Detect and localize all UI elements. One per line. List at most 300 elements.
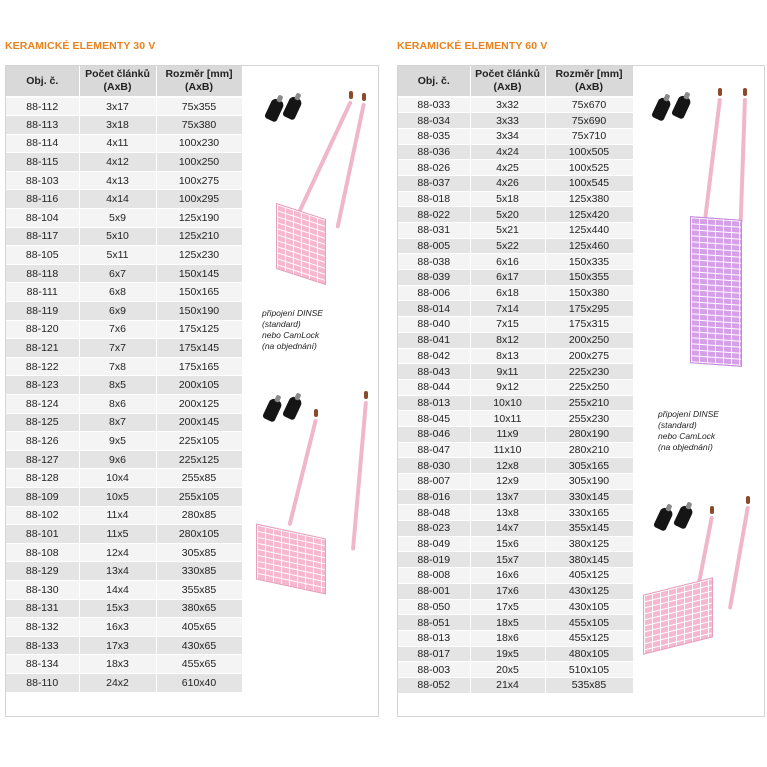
cell-count: 12x8 <box>470 458 545 474</box>
table-row <box>6 209 242 228</box>
wire-end-icon <box>718 88 722 96</box>
cell-count: 14x7 <box>470 521 545 537</box>
cell-obj: 88-022 <box>398 207 470 223</box>
cell-size: 100x230 <box>156 134 242 153</box>
connection-note: připojení DINSE (standard) nebo CamLock (na objednání) <box>658 409 719 452</box>
table-row <box>398 395 633 411</box>
cell-obj: 88-043 <box>398 364 470 380</box>
cell-size: 455x65 <box>156 655 242 674</box>
table-row <box>6 673 242 692</box>
cell-obj: 88-030 <box>398 458 470 474</box>
cable <box>728 506 750 610</box>
table-row <box>6 283 242 302</box>
cell-obj: 88-026 <box>398 160 470 176</box>
cell-count: 3x32 <box>470 97 545 113</box>
cell-obj: 88-117 <box>6 227 79 246</box>
table-row <box>398 113 633 129</box>
cell-size: 430x105 <box>545 599 633 615</box>
cell-count: 13x7 <box>470 489 545 505</box>
cell-size: 255x85 <box>156 469 242 488</box>
cell-obj: 88-040 <box>398 317 470 333</box>
product-table <box>6 66 243 693</box>
wire-end-icon <box>364 391 368 399</box>
cell-count: 16x3 <box>79 618 156 637</box>
cell-obj: 88-104 <box>6 209 79 228</box>
cell-size: 75x670 <box>545 97 633 113</box>
cell-count: 5x11 <box>79 246 156 265</box>
table-row <box>398 160 633 176</box>
cell-count: 7x14 <box>470 301 545 317</box>
cell-size: 125x190 <box>156 209 242 228</box>
cell-count: 4x13 <box>79 171 156 190</box>
cell-size: 150x380 <box>545 285 633 301</box>
cell-count: 11x10 <box>470 442 545 458</box>
product-table <box>398 66 634 694</box>
cell-size: 280x85 <box>156 506 242 525</box>
cell-obj: 88-114 <box>6 134 79 153</box>
table-row <box>398 128 633 144</box>
cell-count: 11x4 <box>79 506 156 525</box>
cell-size: 75x710 <box>545 128 633 144</box>
cell-obj: 88-111 <box>6 283 79 302</box>
cell-obj: 88-014 <box>398 301 470 317</box>
cell-obj: 88-110 <box>6 673 79 692</box>
table-row <box>398 599 633 615</box>
cell-size: 175x125 <box>156 320 242 339</box>
connector-plug-icon <box>262 397 283 422</box>
cell-size: 125x460 <box>545 238 633 254</box>
cell-obj: 88-001 <box>398 583 470 599</box>
column-header-obj: Obj. č. <box>398 66 470 97</box>
cell-count: 7x6 <box>79 320 156 339</box>
cell-count: 7x15 <box>470 317 545 333</box>
cell-count: 12x9 <box>470 474 545 490</box>
column-header-size: Rozměr [mm] (AxB) <box>545 66 633 97</box>
cell-obj: 88-044 <box>398 379 470 395</box>
table-row <box>398 144 633 160</box>
table-row <box>6 116 242 135</box>
table-row <box>398 223 633 239</box>
table-row <box>398 677 633 693</box>
cell-size: 355x85 <box>156 580 242 599</box>
cell-size: 100x250 <box>156 153 242 172</box>
cell-obj: 88-017 <box>398 646 470 662</box>
cell-size: 355x145 <box>545 521 633 537</box>
cell-obj: 88-033 <box>398 97 470 113</box>
cell-size: 455x125 <box>545 630 633 646</box>
table-row <box>6 302 242 321</box>
cell-count: 19x5 <box>470 646 545 662</box>
cell-size: 225x230 <box>545 364 633 380</box>
cell-count: 9x6 <box>79 450 156 469</box>
table-row <box>398 285 633 301</box>
cell-count: 8x12 <box>470 332 545 348</box>
table-row <box>398 474 633 490</box>
heating-mat <box>643 577 713 654</box>
cell-size: 455x105 <box>545 615 633 631</box>
cell-size: 175x315 <box>545 317 633 333</box>
column-header-obj: Obj. č. <box>6 66 79 97</box>
cell-size: 100x295 <box>156 190 242 209</box>
table-row <box>6 153 242 172</box>
cell-count: 21x4 <box>470 677 545 693</box>
cell-obj: 88-131 <box>6 599 79 618</box>
table-row <box>398 348 633 364</box>
cell-obj: 88-037 <box>398 175 470 191</box>
table-row <box>398 301 633 317</box>
cell-count: 3x33 <box>470 113 545 129</box>
cell-size: 535x85 <box>545 677 633 693</box>
cell-obj: 88-047 <box>398 442 470 458</box>
cell-obj: 88-019 <box>398 552 470 568</box>
cell-count: 8x13 <box>470 348 545 364</box>
cell-size: 125x380 <box>545 191 633 207</box>
cell-obj: 88-121 <box>6 339 79 358</box>
cell-obj: 88-101 <box>6 525 79 544</box>
cell-obj: 88-003 <box>398 662 470 678</box>
connector-plug-icon <box>282 95 303 120</box>
cell-size: 305x165 <box>545 458 633 474</box>
cell-size: 125x210 <box>156 227 242 246</box>
table-row <box>398 489 633 505</box>
table-row <box>398 552 633 568</box>
cell-count: 18x3 <box>79 655 156 674</box>
cell-count: 8x5 <box>79 376 156 395</box>
cell-size: 125x420 <box>545 207 633 223</box>
panel-60v <box>397 40 763 720</box>
cell-count: 24x2 <box>79 673 156 692</box>
table-row <box>398 238 633 254</box>
wire-end-icon <box>349 91 353 99</box>
table-row <box>398 426 633 442</box>
table-row <box>398 568 633 584</box>
table-row <box>398 270 633 286</box>
cell-count: 11x9 <box>470 426 545 442</box>
table-row <box>6 655 242 674</box>
table-row <box>6 246 242 265</box>
ceramic-element-image <box>643 496 763 666</box>
cell-count: 4x12 <box>79 153 156 172</box>
cell-obj: 88-116 <box>6 190 79 209</box>
cell-size: 280x105 <box>156 525 242 544</box>
cell-obj: 88-016 <box>398 489 470 505</box>
cell-size: 480x105 <box>545 646 633 662</box>
cell-obj: 88-034 <box>398 113 470 129</box>
cell-obj: 88-113 <box>6 116 79 135</box>
table-row <box>6 227 242 246</box>
wire-end-icon <box>362 93 366 101</box>
table-row <box>6 357 242 376</box>
table-row <box>398 583 633 599</box>
table-row <box>6 190 242 209</box>
connector-plug-icon <box>264 97 285 122</box>
cell-obj: 88-134 <box>6 655 79 674</box>
connector-plug-icon <box>282 395 303 420</box>
table-row <box>398 97 633 113</box>
cell-obj: 88-049 <box>398 536 470 552</box>
cell-count: 6x7 <box>79 264 156 283</box>
cell-count: 3x18 <box>79 116 156 135</box>
cell-size: 175x165 <box>156 357 242 376</box>
cell-obj: 88-120 <box>6 320 79 339</box>
cell-size: 405x65 <box>156 618 242 637</box>
cell-count: 7x7 <box>79 339 156 358</box>
cell-obj: 88-105 <box>6 246 79 265</box>
wire-end-icon <box>314 409 318 417</box>
table-row <box>398 364 633 380</box>
cell-count: 17x5 <box>470 599 545 615</box>
cell-obj: 88-103 <box>6 171 79 190</box>
cell-count: 10x5 <box>79 487 156 506</box>
cell-count: 8x6 <box>79 395 156 414</box>
cell-count: 5x22 <box>470 238 545 254</box>
cell-size: 100x275 <box>156 171 242 190</box>
table-row <box>6 580 242 599</box>
heating-mat <box>690 216 742 367</box>
cell-count: 14x4 <box>79 580 156 599</box>
ceramic-element-image <box>256 91 376 291</box>
cell-obj: 88-051 <box>398 615 470 631</box>
table-row <box>398 521 633 537</box>
cell-obj: 88-109 <box>6 487 79 506</box>
cell-size: 330x145 <box>545 489 633 505</box>
cell-count: 10x11 <box>470 411 545 427</box>
cell-size: 200x250 <box>545 332 633 348</box>
cell-count: 4x14 <box>79 190 156 209</box>
table-row <box>6 525 242 544</box>
cell-obj: 88-108 <box>6 543 79 562</box>
cell-obj: 88-007 <box>398 474 470 490</box>
cell-count: 13x4 <box>79 562 156 581</box>
wire-end-icon <box>746 496 750 504</box>
cell-count: 11x5 <box>79 525 156 544</box>
table-row <box>6 339 242 358</box>
table-row <box>6 264 242 283</box>
cell-size: 255x210 <box>545 395 633 411</box>
table-row <box>398 615 633 631</box>
cell-size: 380x125 <box>545 536 633 552</box>
cell-obj: 88-013 <box>398 630 470 646</box>
wire-end-icon <box>710 506 714 514</box>
connector-plug-icon <box>653 506 674 531</box>
cell-count: 3x17 <box>79 97 156 116</box>
cell-count: 6x16 <box>470 254 545 270</box>
cell-size: 430x125 <box>545 583 633 599</box>
cell-count: 5x21 <box>470 223 545 239</box>
table-row <box>6 395 242 414</box>
ceramic-element-image <box>643 88 763 368</box>
table-row <box>398 254 633 270</box>
cell-obj: 88-118 <box>6 264 79 283</box>
cell-obj: 88-102 <box>6 506 79 525</box>
cell-count: 15x7 <box>470 552 545 568</box>
table-row <box>6 320 242 339</box>
cell-obj: 88-119 <box>6 302 79 321</box>
table-row <box>398 662 633 678</box>
cell-size: 75x380 <box>156 116 242 135</box>
ceramic-element-image <box>256 391 376 611</box>
cell-count: 13x8 <box>470 505 545 521</box>
cable <box>739 98 747 223</box>
cell-obj: 88-123 <box>6 376 79 395</box>
cell-obj: 88-048 <box>398 505 470 521</box>
table-row <box>6 562 242 581</box>
cell-obj: 88-006 <box>398 285 470 301</box>
cell-count: 4x25 <box>470 160 545 176</box>
cell-size: 510x105 <box>545 662 633 678</box>
cell-obj: 88-127 <box>6 450 79 469</box>
column-header-count: Počet článků (AxB) <box>470 66 545 97</box>
cell-obj: 88-129 <box>6 562 79 581</box>
connector-plug-icon <box>671 94 692 119</box>
cell-size: 150x355 <box>545 270 633 286</box>
panel-title: KERAMICKÉ ELEMENTY 60 V <box>397 40 548 52</box>
cell-count: 9x5 <box>79 432 156 451</box>
connector-plug-icon <box>673 504 694 529</box>
panel-title: KERAMICKÉ ELEMENTY 30 V <box>5 40 156 52</box>
cell-size: 150x145 <box>156 264 242 283</box>
table-row <box>6 469 242 488</box>
cell-obj: 88-035 <box>398 128 470 144</box>
cell-count: 15x6 <box>470 536 545 552</box>
panel-30v <box>5 40 379 720</box>
cell-size: 255x105 <box>156 487 242 506</box>
cell-size: 225x105 <box>156 432 242 451</box>
cell-size: 200x105 <box>156 376 242 395</box>
cable <box>287 419 317 527</box>
cell-size: 175x295 <box>545 301 633 317</box>
cell-obj: 88-115 <box>6 153 79 172</box>
table-row <box>398 411 633 427</box>
cell-count: 10x10 <box>470 395 545 411</box>
cell-count: 15x3 <box>79 599 156 618</box>
table-row <box>6 97 242 116</box>
cell-obj: 88-013 <box>398 395 470 411</box>
table-row <box>6 134 242 153</box>
cell-size: 330x165 <box>545 505 633 521</box>
cell-size: 125x230 <box>156 246 242 265</box>
cell-count: 18x5 <box>470 615 545 631</box>
cell-obj: 88-042 <box>398 348 470 364</box>
table-row <box>6 636 242 655</box>
cell-size: 200x275 <box>545 348 633 364</box>
table-row <box>6 376 242 395</box>
panel-frame <box>5 65 379 717</box>
cell-obj: 88-050 <box>398 599 470 615</box>
cell-count: 4x24 <box>470 144 545 160</box>
cell-count: 5x20 <box>470 207 545 223</box>
cell-count: 9x12 <box>470 379 545 395</box>
column-header-count: Počet článků (AxB) <box>79 66 156 97</box>
table-row <box>398 505 633 521</box>
connector-plug-icon <box>651 96 672 121</box>
cell-size: 75x355 <box>156 97 242 116</box>
cell-size: 380x145 <box>545 552 633 568</box>
cell-obj: 88-008 <box>398 568 470 584</box>
table-row <box>398 458 633 474</box>
cell-count: 16x6 <box>470 568 545 584</box>
heating-mat <box>276 203 326 285</box>
heating-mat <box>256 524 326 595</box>
cell-size: 100x545 <box>545 175 633 191</box>
cell-count: 4x26 <box>470 175 545 191</box>
cell-obj: 88-128 <box>6 469 79 488</box>
cell-size: 305x85 <box>156 543 242 562</box>
table-row <box>6 413 242 432</box>
cell-size: 430x65 <box>156 636 242 655</box>
cell-size: 125x440 <box>545 223 633 239</box>
cell-obj: 88-130 <box>6 580 79 599</box>
cell-obj: 88-132 <box>6 618 79 637</box>
cell-obj: 88-005 <box>398 238 470 254</box>
cell-size: 100x525 <box>545 160 633 176</box>
table-row <box>398 191 633 207</box>
cell-count: 10x4 <box>79 469 156 488</box>
cell-count: 5x18 <box>470 191 545 207</box>
table-row <box>398 379 633 395</box>
table-row <box>6 599 242 618</box>
cell-size: 75x690 <box>545 113 633 129</box>
cell-obj: 88-045 <box>398 411 470 427</box>
cell-obj: 88-031 <box>398 223 470 239</box>
cell-count: 6x9 <box>79 302 156 321</box>
cell-count: 3x34 <box>470 128 545 144</box>
cell-size: 255x230 <box>545 411 633 427</box>
cell-obj: 88-046 <box>398 426 470 442</box>
cell-size: 280x210 <box>545 442 633 458</box>
cell-size: 200x125 <box>156 395 242 414</box>
cell-obj: 88-133 <box>6 636 79 655</box>
cell-size: 150x165 <box>156 283 242 302</box>
table-row <box>6 506 242 525</box>
cell-count: 18x6 <box>470 630 545 646</box>
cell-count: 6x8 <box>79 283 156 302</box>
cell-obj: 88-023 <box>398 521 470 537</box>
cell-size: 225x250 <box>545 379 633 395</box>
cell-obj: 88-052 <box>398 677 470 693</box>
cell-count: 7x8 <box>79 357 156 376</box>
cell-count: 8x7 <box>79 413 156 432</box>
cell-size: 380x65 <box>156 599 242 618</box>
cell-obj: 88-125 <box>6 413 79 432</box>
table-row <box>398 442 633 458</box>
cell-obj: 88-018 <box>398 191 470 207</box>
table-row <box>398 332 633 348</box>
cable <box>703 98 722 223</box>
cell-count: 6x18 <box>470 285 545 301</box>
cell-obj: 88-112 <box>6 97 79 116</box>
cell-size: 225x125 <box>156 450 242 469</box>
table-row <box>398 536 633 552</box>
cell-size: 150x335 <box>545 254 633 270</box>
wire-end-icon <box>743 88 747 96</box>
cell-obj: 88-126 <box>6 432 79 451</box>
cell-count: 12x4 <box>79 543 156 562</box>
cell-size: 610x40 <box>156 673 242 692</box>
table-row <box>398 317 633 333</box>
cell-size: 305x190 <box>545 474 633 490</box>
cell-size: 100x505 <box>545 144 633 160</box>
cell-count: 6x17 <box>470 270 545 286</box>
table-row <box>6 543 242 562</box>
cell-obj: 88-036 <box>398 144 470 160</box>
cell-obj: 88-039 <box>398 270 470 286</box>
cell-size: 280x190 <box>545 426 633 442</box>
cell-size: 175x145 <box>156 339 242 358</box>
table-row <box>6 487 242 506</box>
cell-size: 150x190 <box>156 302 242 321</box>
column-header-size: Rozměr [mm] (AxB) <box>156 66 242 97</box>
